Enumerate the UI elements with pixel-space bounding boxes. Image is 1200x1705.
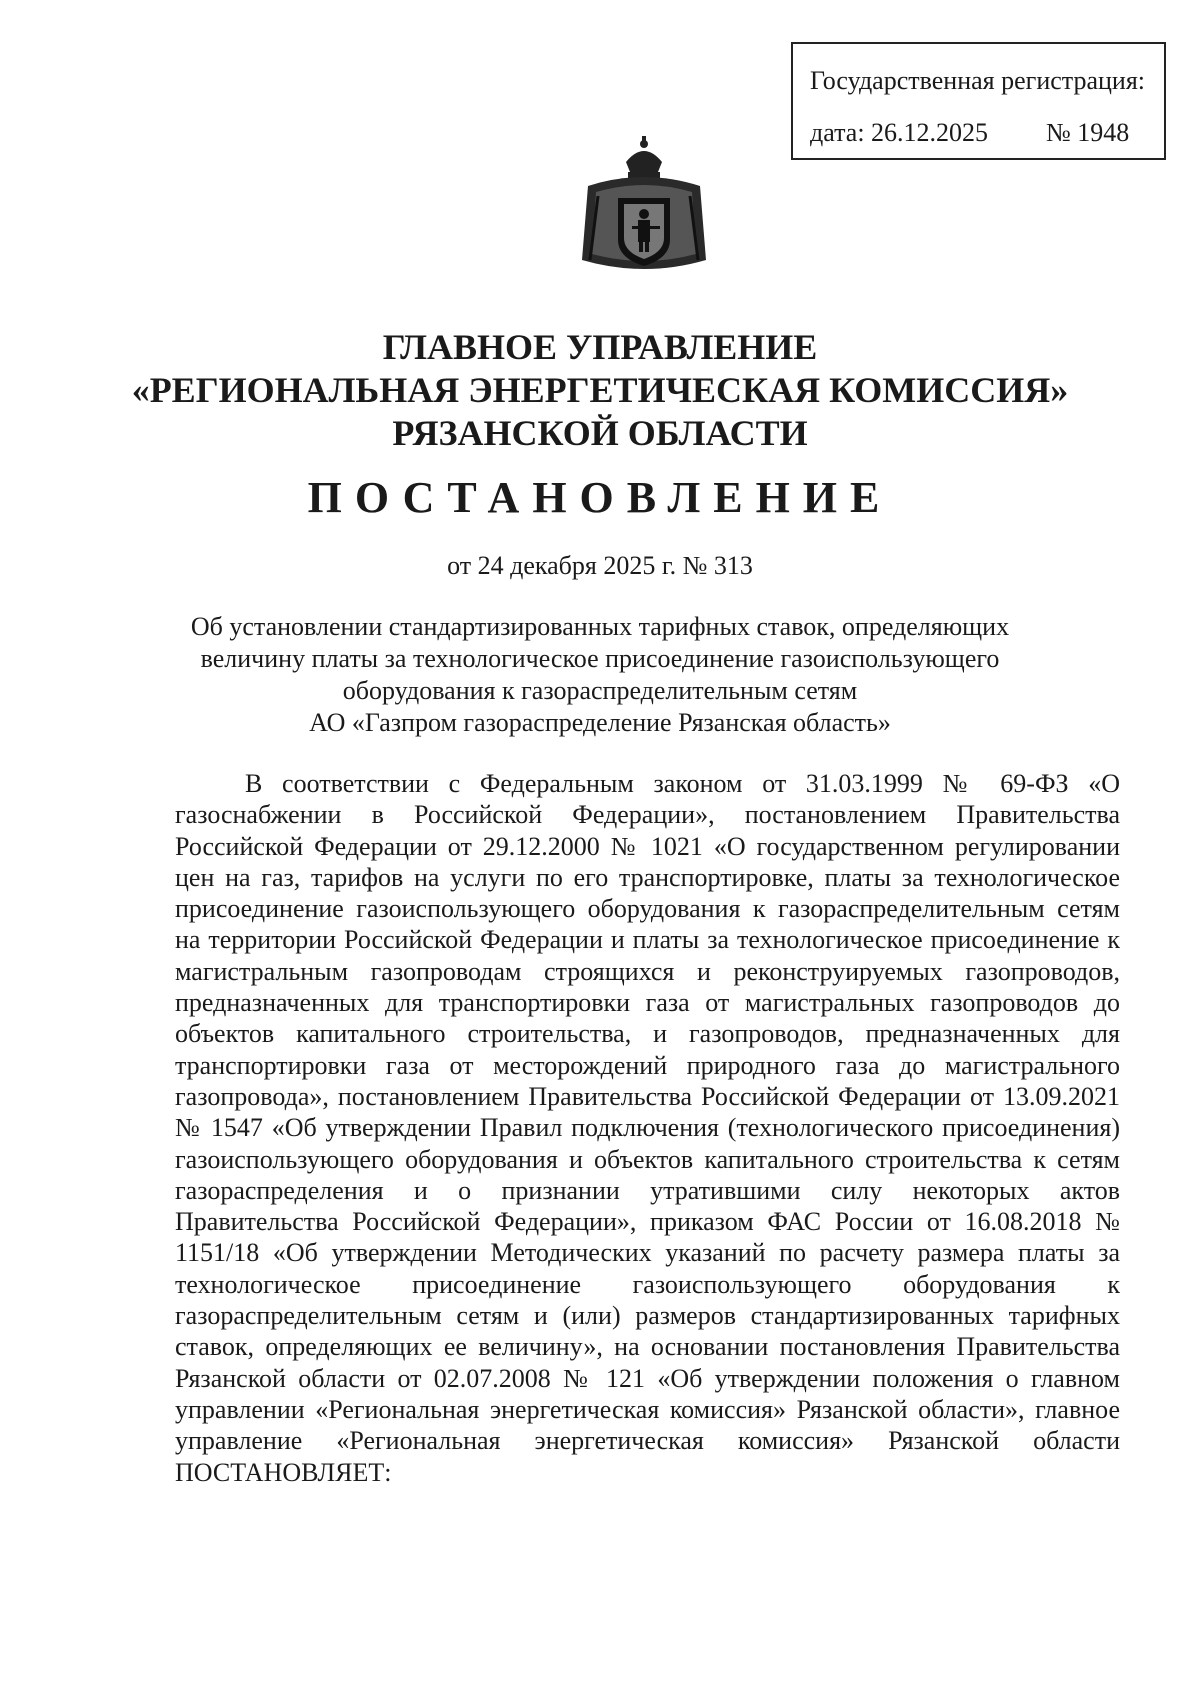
registration-number: № 1948 (1046, 118, 1130, 147)
subject-line-3: оборудования к газораспределительным сетям (342, 676, 858, 705)
subject-line-2: величину платы за технологическое присоединение газоиспользующего (200, 644, 1000, 673)
body-paragraph: В соответствии с Федеральным законом от 31.03.1999 № 69-ФЗ «О газоснабжении в Российской Федерации», постановлением Правительства Российской Федерации от 29.12.2000 № 1021 «О государственном регулировании цен на газ, тарифов на услуги по его транспортировке, платы за технологическое присоединение газоиспользующего оборудования к газораспределительным сетям на территории Российской Федерации и платы за технологическое присоединение к магистральным газопроводам строящихся и реконструируемых газопроводов, предназначенных для транспортировки газа от магистральных газопроводов до объектов капитального строительства, и газопроводов, предназначенных для транспортировки газа от месторождений природного газа до магистрального газопровода», постановлением Правительства Российской Федерации от 13.09.2021 № 1547 «Об утверждении Правил подключения (технологического присоединения) газоиспользующего оборудования и объектов капитального строительства к сетям газораспределения и о признании утратившими силу некоторых актов Правительства Российской Федерации», приказом ФАС России от 16.08.2018 № 1151/18 «Об утверждении Методических указаний по расчету размера платы за технологическое присоединение газоиспользующего оборудования к газораспределительным сетям и (или) размеров стандартизированных тарифных ставок, определяющих ее величину», на основании постановления Правительства Рязанской области от 02.07.2008 № 121 «Об утверждении положения о главном управлении «Региональная энергетическая комиссия» Рязанской области», главное управление «Региональная энергетическая комиссия» Рязанской области ПОСТАНОВЛЯЕТ: (175, 769, 1120, 1487)
ryazan-coat-of-arms-icon (574, 132, 714, 280)
registration-stamp (791, 42, 1166, 160)
document-subject (150, 611, 1050, 739)
subject-line-4: АО «Газпром газораспределение Рязанская область» (309, 708, 891, 737)
organization-name (100, 326, 1100, 455)
subject-line-1: Об установлении стандартизированных тарифных ставок, определяющих (190, 612, 1010, 641)
document-type: ПОСТАНОВЛЕНИЕ (307, 473, 893, 522)
document-date-number: от 24 декабря 2025 г. № 313 (447, 551, 753, 580)
organization-line-1: ГЛАВНОЕ УПРАВЛЕНИЕ (382, 327, 818, 367)
registration-title: Государственная регистрация: (810, 66, 1146, 95)
organization-line-2: «РЕГИОНАЛЬНАЯ ЭНЕРГЕТИЧЕСКАЯ КОМИССИЯ» (131, 370, 1069, 410)
registration-date: дата: 26.12.2025 (810, 118, 989, 147)
organization-line-3: РЯЗАНСКОЙ ОБЛАСТИ (392, 413, 808, 453)
